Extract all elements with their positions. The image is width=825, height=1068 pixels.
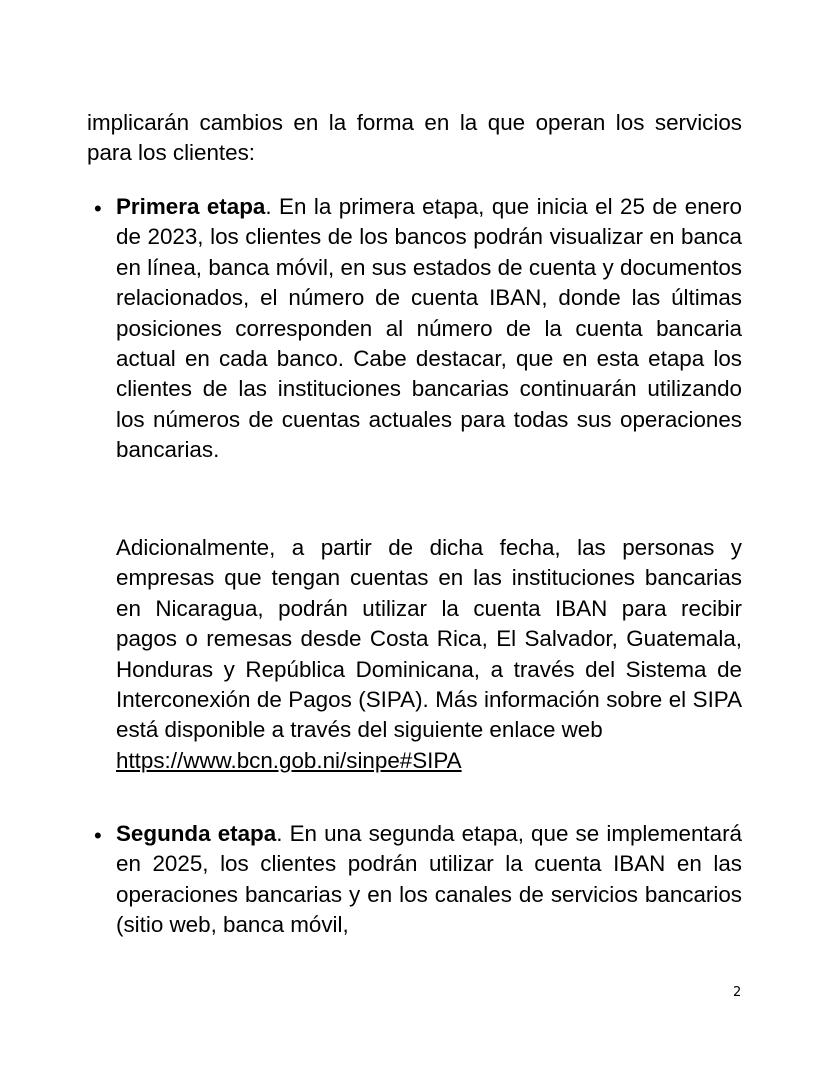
sipa-link[interactable]: https://www.bcn.gob.ni/sinpe#SIPA (116, 747, 462, 773)
bullet-icon: • (94, 196, 102, 221)
bullet-icon: • (94, 823, 102, 848)
stage-two-description: En una segunda etapa, que se implementará en 2025, los clientes podrán utilizar la cuenta IBAN en las operaciones bancarias y en los canales de servicios bancarios (sitio web, banca móvil, (116, 821, 742, 938)
stage-one-title: Primera etapa (116, 194, 266, 219)
page-number: 2 (733, 985, 742, 1000)
stage-two-title: Segunda etapa (116, 821, 277, 846)
additional-info-text: Adicionalmente, a partir de dicha fecha, las personas y empresas que tengan cuentas en las instituciones bancarias en Nicaragua, podrán utilizar la cuenta IBAN para recibir pagos o remesas desde Costa Rica, El Salvador, Guatemala, Honduras y República Dominicana, a través del Sistema de Interconexión de Pagos (SIPA). Más información sobre el SIPA está disponible a través del siguiente enlace web (116, 535, 742, 743)
additional-info-paragraph (116, 533, 742, 776)
stage-one-period: . (265, 194, 272, 219)
stage-one-description: En la primera etapa, que inicia el 25 de enero de 2023, los clientes de los bancos podrán visualizar en banca en línea, banca móvil, en sus estados de cuenta y documentos relacionados, el número de cuenta IBAN, donde las últimas posiciones corresponden al número de la cuenta bancaria actual en cada banco. Cabe destacar, que en esta etapa los clientes de las instituciones bancarias continuarán utilizando los números de cuentas actuales para todas sus operaciones bancarias. (116, 194, 743, 463)
stage-one-item (116, 192, 742, 466)
stage-two-period: . (276, 821, 283, 846)
stage-two-item (116, 819, 742, 941)
intro-paragraph: implicarán cambios en la forma en la que operan los servicios para los clientes: (87, 110, 742, 166)
